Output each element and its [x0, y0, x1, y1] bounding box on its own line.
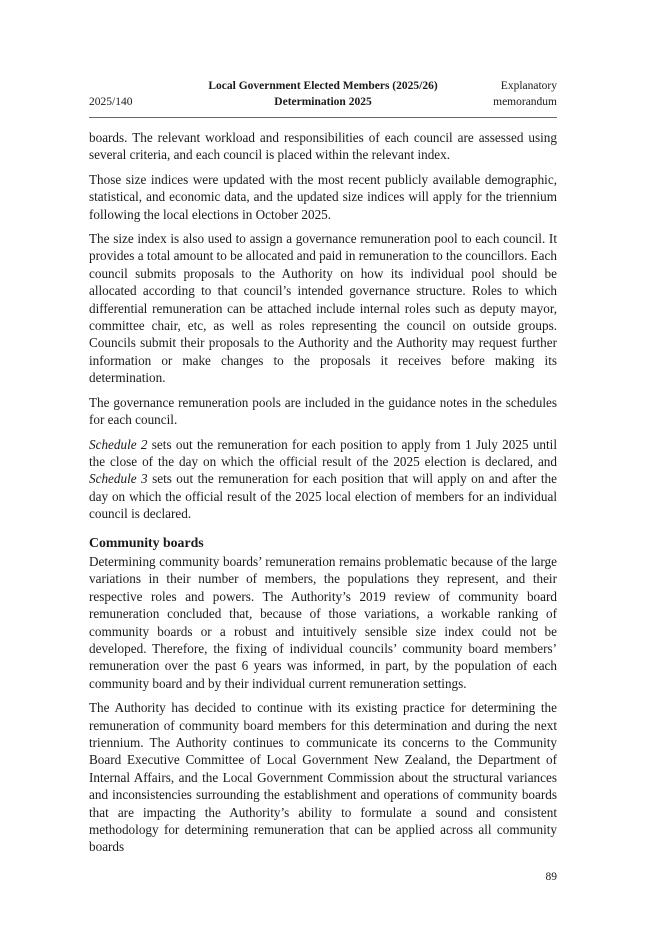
header-title-line-2: Determination 2025 [274, 95, 372, 108]
schedule-3-text: sets out the remuneration for each position that will apply on and after the day on which the official result of the 2025 local election of members for an individual council is declared. [89, 471, 557, 522]
schedule-3-reference: Schedule 3 [89, 471, 148, 487]
schedule-2-reference: Schedule 2 [89, 436, 148, 452]
running-header [89, 79, 557, 115]
paragraph-guidance-notes: The governance remuneration pools are included in the guidance notes in the schedules for each council. [89, 394, 557, 428]
header-section-line-1: Explanatory [500, 80, 557, 92]
header-title-line-1: Local Government Elected Members (2025/26) [208, 80, 438, 92]
page-number: 89 [545, 871, 557, 883]
section-heading-community-boards: Community boards [89, 534, 204, 550]
paragraph-schedules [89, 436, 557, 523]
header-section-name [493, 79, 557, 110]
header-divider [89, 117, 557, 118]
paragraph-size-index-intro: boards. The relevant workload and responsibilities of each council are assessed using several criteria, and each council is placed within the relevant index. [89, 130, 557, 163]
paragraph-community-boards-practice: The Authority has decided to continue with its existing practice for determining the remuneration of community board members for this determination and during the next triennium. The Authority continues to communicate its concerns to the Community Board Executive Committee of Local Government New Zealand, the Department of Internal Affairs, and the Local Government Commission about the structural variances and inconsistencies surrounding the establishment and operations of community boards that are impacting the Authority’s ability to formulate a sound and consistent methodology for determining remuneration that can be applied across all community boards [89, 700, 557, 855]
schedule-2-text: sets out the remuneration for each position to apply from 1 July 2025 until the close of the day on which the official result of the 2025 election is declared, and [89, 436, 557, 469]
header-section-line-2: memorandum [493, 95, 557, 108]
paragraph-size-indices-updated: Those size indices were updated with the most recent publicly available demographic, statistical, and economic data, and the updated size indices will apply for the triennium following the local elections in October 2025. [89, 171, 557, 222]
paragraph-community-boards-problem: Determining community boards’ remuneration remains problematic because of the large variations in their number of members, the populations they represent, and their respective roles and powers. The Authority’s 2019 review of community board remuneration concluded that, because of those variations, a workable ranking of community boards or a robust and intuitively sensible size index could not be developed. Therefore, the fixing of individual councils’ community board members’ remuneration over the past 6 years was informed, in part, by the population of each community board and by their individual current remuneration settings. [89, 553, 557, 691]
header-document-title [89, 79, 557, 110]
paragraph-remuneration-pool: The size index is also used to assign a governance remuneration pool to each council. It provides a total amount to be allocated and paid in remuneration to the councillors. Each council submits proposals to the Authority on how its individual pool should be allocated according to that council’s intended governance structure. Roles to which differential remuneration can be attached include internal roles such as deputy mayor, committee chair, etc, as well as roles representing the council on outside groups. Councils submit their proposals to the Authority and the Authority may request further information or make changes to the proposals it receives before making its determination. [89, 231, 557, 386]
header-document-number: 2025/140 [89, 95, 133, 108]
page-body [89, 129, 557, 863]
